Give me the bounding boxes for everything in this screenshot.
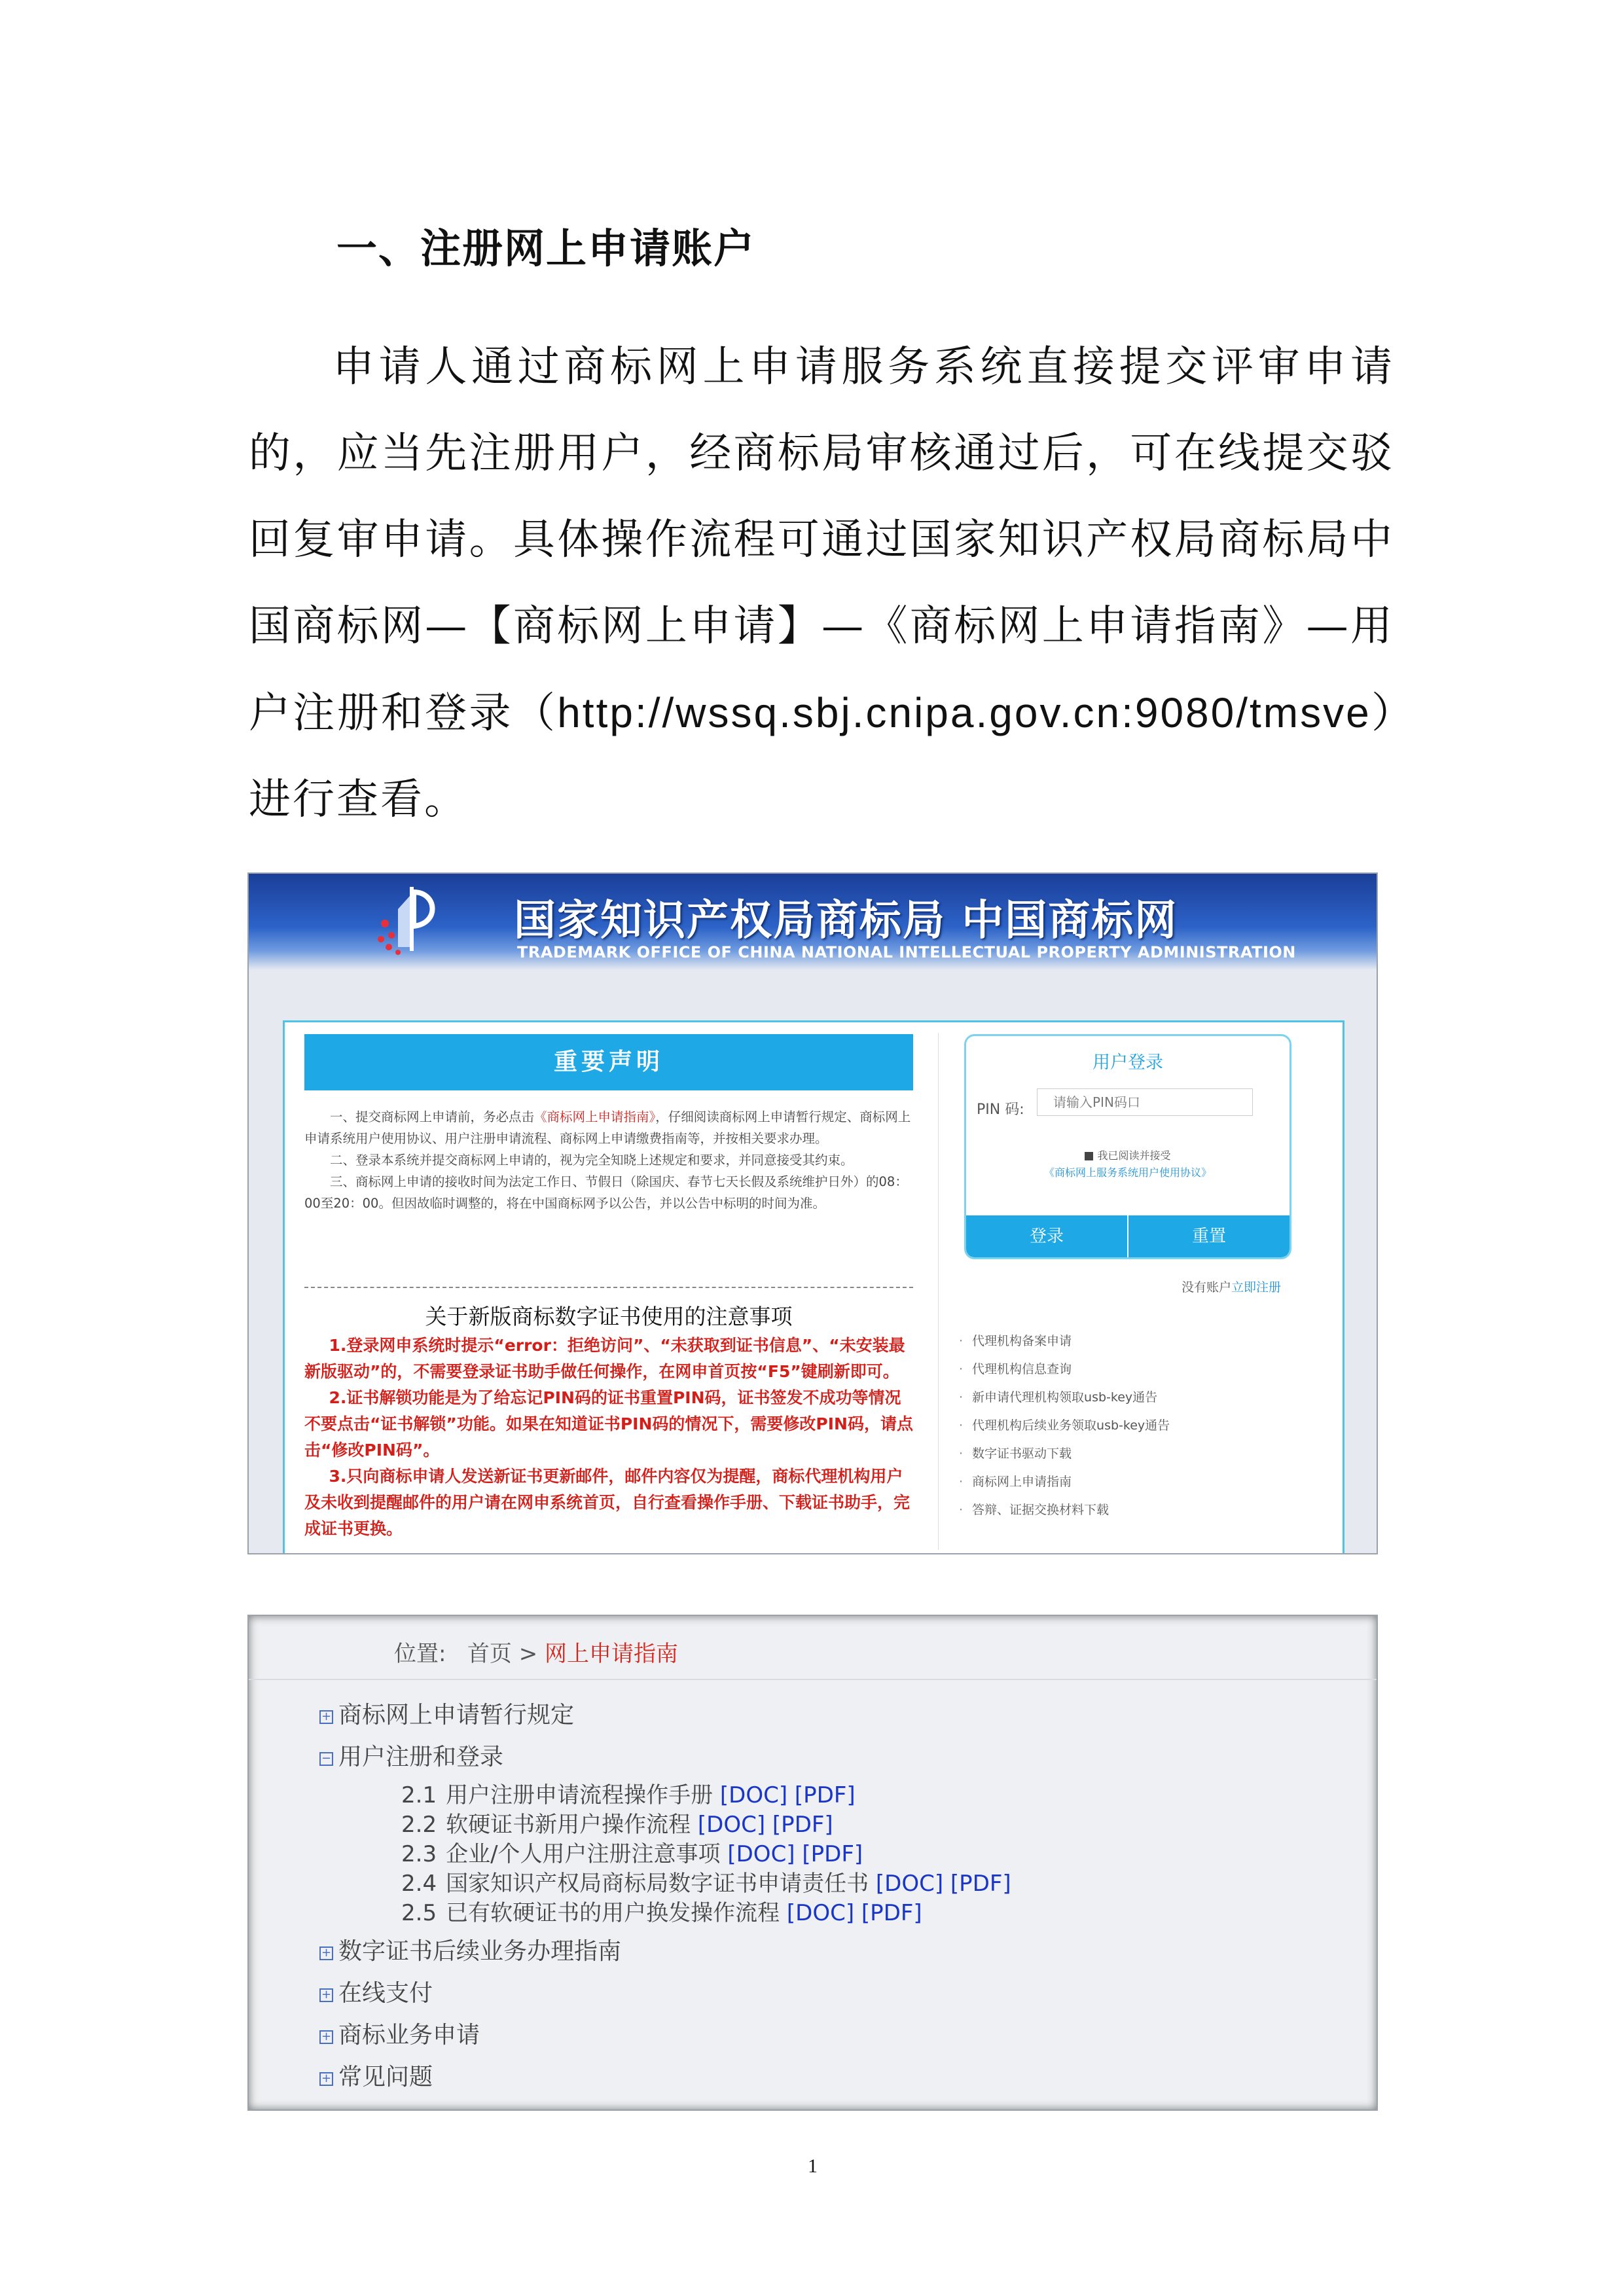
- sub-item-number: 2.1: [401, 1782, 437, 1808]
- login-buttons: [966, 1215, 1290, 1257]
- cert-item: 2.证书解锁功能是为了给忘记PIN码的证书重置PIN码，证书签发不成功等情况不要点击“证书解锁”功能。如果在知道证书PIN码的情况下，需要修改PIN码，请点击“修改PIN码”。: [304, 1388, 913, 1460]
- tree-node[interactable]: [319, 1736, 1011, 1778]
- quick-link[interactable]: · 代理机构备案申请: [959, 1327, 1170, 1355]
- collapse-icon[interactable]: −: [319, 1752, 333, 1766]
- expand-icon[interactable]: +: [319, 1946, 333, 1960]
- pdf-link[interactable]: [PDF]: [802, 1841, 863, 1867]
- content-frame: [283, 1020, 1344, 1554]
- quick-link[interactable]: · 答辩、证据交换材料下载: [959, 1496, 1170, 1524]
- sub-item: [401, 1810, 1011, 1840]
- pin-label: PIN 码:: [977, 1102, 1024, 1118]
- notice-body: [304, 1106, 913, 1214]
- tree-node-label: 在线支付: [338, 1980, 433, 2007]
- expand-icon[interactable]: +: [319, 1988, 333, 2002]
- section-heading: 一、注册网上申请账户: [336, 224, 756, 272]
- pin-input[interactable]: 请输入PIN码口: [1037, 1088, 1253, 1116]
- sub-item-number: 2.4: [401, 1871, 437, 1897]
- pdf-link[interactable]: [PDF]: [950, 1871, 1011, 1897]
- sub-item: [401, 1781, 1011, 1810]
- paragraph-text: 申请人通过商标网上申请服务系统直接提交评审申请的，应当先注册用户，经商标局审核通过后，可在线提交驳回复审申请。具体操作流程可通过国家知识产权局商标局中国商标网—【商标网上申请】—《商标网上申请指南》—用户注册和登录（: [249, 343, 1394, 738]
- login-panel: [964, 1034, 1291, 1259]
- banner-title-cn: 国家知识产权局商标局 中国商标网: [514, 896, 1178, 945]
- expand-icon[interactable]: +: [319, 1710, 333, 1724]
- login-title: 用户登录: [1092, 1052, 1163, 1073]
- register-link[interactable]: 立即注册: [1231, 1280, 1282, 1295]
- no-account-row: [1182, 1278, 1281, 1295]
- quick-link[interactable]: · 代理机构信息查询: [959, 1355, 1170, 1384]
- guide-url-link[interactable]: http://wssq.sbj.cnipa.gov.cn:9080/tmsve: [557, 689, 1371, 736]
- guide-tree: [319, 1695, 1011, 2098]
- sub-item: [401, 1899, 1011, 1928]
- tree-node[interactable]: [319, 1973, 1011, 2015]
- cert-item: 1.登录网申系统时提示“error：拒绝访问”、“未获取到证书信息”、“未安装最新版驱动”的，不需要登录证书助手做任何操作，在网申首页按“F5”键刷新即可。: [304, 1336, 905, 1381]
- quick-link[interactable]: · 商标网上申请指南: [959, 1468, 1170, 1496]
- cert-notice-title: 关于新版商标数字证书使用的注意事项: [425, 1304, 793, 1329]
- login-button[interactable]: 登录: [966, 1215, 1128, 1257]
- quick-link[interactable]: · 数字证书驱动下载: [959, 1440, 1170, 1468]
- notice-text: 二、登录本系统并提交商标网上申请的，视为完全知晓上述规定和要求，并同意接受其约束。: [330, 1153, 854, 1168]
- breadcrumb-home[interactable]: 首页: [467, 1641, 512, 1667]
- tree-node[interactable]: [319, 1695, 1011, 1736]
- notice-text: 一、提交商标网上申请前，务必点击: [330, 1109, 535, 1124]
- trademark-office-logo-icon: [372, 883, 444, 955]
- cert-notice-body: [304, 1333, 913, 1542]
- doc-link[interactable]: [DOC]: [875, 1871, 944, 1897]
- paragraph-tail: ）进行查看。: [249, 689, 1394, 824]
- page-number: 1: [808, 2155, 818, 2177]
- checkbox-icon[interactable]: [1085, 1152, 1093, 1160]
- agree-text: 我已阅读并接受: [1097, 1149, 1171, 1162]
- no-account-text: 没有账户: [1182, 1280, 1232, 1295]
- tree-node[interactable]: [319, 2015, 1011, 2056]
- sub-item-label: 已有软硬证书的用户换发操作流程: [446, 1900, 780, 1926]
- sub-item: [401, 1840, 1011, 1869]
- pdf-link[interactable]: [PDF]: [861, 1900, 922, 1926]
- sub-item-number: 2.3: [401, 1841, 437, 1867]
- quick-link[interactable]: · 新申请代理机构领取usb-key通告: [959, 1384, 1170, 1412]
- tree-node[interactable]: [319, 2056, 1011, 2098]
- tree-node-label: 商标网上申请暂行规定: [338, 1702, 575, 1729]
- doc-link[interactable]: [DOC]: [697, 1812, 766, 1838]
- notice-text: 三、商标网上申请的接收时间为法定工作日、节假日（除国庆、春节七天长假及系统维护日外）的08：00至20：00。但因故临时调整的，将在中国商标网予以公告，并以公告中标明的时间为准。: [304, 1174, 908, 1211]
- breadcrumb-label: 位置:: [394, 1641, 446, 1667]
- body-paragraph: [249, 324, 1394, 843]
- tree-node-label: 用户注册和登录: [338, 1744, 504, 1770]
- tree-node-label: 常见问题: [338, 2064, 433, 2090]
- column-divider: [938, 1033, 939, 1550]
- site-banner: [249, 874, 1377, 970]
- quick-link[interactable]: · 代理机构后续业务领取usb-key通告: [959, 1412, 1170, 1440]
- tree-node[interactable]: [319, 1931, 1011, 1973]
- pdf-link[interactable]: [PDF]: [772, 1812, 833, 1838]
- sub-item-label: 企业/个人用户注册注意事项: [446, 1841, 721, 1867]
- tree-node-label: 商标业务申请: [338, 2022, 480, 2049]
- breadcrumb-separator: >: [518, 1641, 538, 1667]
- sub-item-label: 国家知识产权局商标局数字证书申请责任书: [446, 1871, 869, 1897]
- tree-node-label: 数字证书后续业务办理指南: [338, 1938, 622, 1965]
- quick-links: [959, 1327, 1170, 1524]
- doc-link[interactable]: [DOC]: [727, 1841, 795, 1867]
- breadcrumb-current[interactable]: 网上申请指南: [545, 1641, 679, 1667]
- reset-button[interactable]: 重置: [1191, 1227, 1226, 1246]
- screenshot-login-page: [247, 872, 1378, 1554]
- sub-item-label: 用户注册申请流程操作手册: [446, 1782, 713, 1808]
- banner-title-en: TRADEMARK OFFICE OF CHINA NATIONAL INTELLECTUAL PROPERTY ADMINISTRATION: [517, 943, 1296, 961]
- sub-item-number: 2.2: [401, 1812, 437, 1838]
- breadcrumb: [394, 1636, 678, 1668]
- sub-item-number: 2.5: [401, 1900, 437, 1926]
- screenshot-guide-page: [247, 1615, 1378, 2111]
- guide-link[interactable]: 《商标网上申请指南》: [534, 1109, 656, 1124]
- cert-item: 3.只向商标申请人发送新证书更新邮件，邮件内容仅为提醒，商标代理机构用户及未收到提醒邮件的用户请在网申系统首页，自行查看操作手册、下载证书助手，完成证书更换。: [304, 1467, 911, 1538]
- pdf-link[interactable]: [PDF]: [794, 1782, 856, 1808]
- notice-header: 重要声明: [304, 1034, 913, 1090]
- notice-text: ，仔细阅读商标网上申请暂行规定、商标网上申请系统用户使用协议、用户注册申请流程、商标网上申请缴费指南等，并按相关要求办理。: [304, 1109, 911, 1146]
- expand-icon[interactable]: +: [319, 2030, 333, 2044]
- divider: [304, 1287, 913, 1288]
- expand-icon[interactable]: +: [319, 2072, 333, 2086]
- sub-item-label: 软硬证书新用户操作流程: [446, 1812, 691, 1838]
- agree-checkbox-row[interactable]: [966, 1147, 1290, 1162]
- user-agreement-link[interactable]: 《商标网上服务系统用户使用协议》: [1043, 1166, 1212, 1179]
- divider: [249, 1679, 1377, 1680]
- sub-item: [401, 1869, 1011, 1899]
- doc-link[interactable]: [DOC]: [719, 1782, 788, 1808]
- doc-link[interactable]: [DOC]: [786, 1900, 855, 1926]
